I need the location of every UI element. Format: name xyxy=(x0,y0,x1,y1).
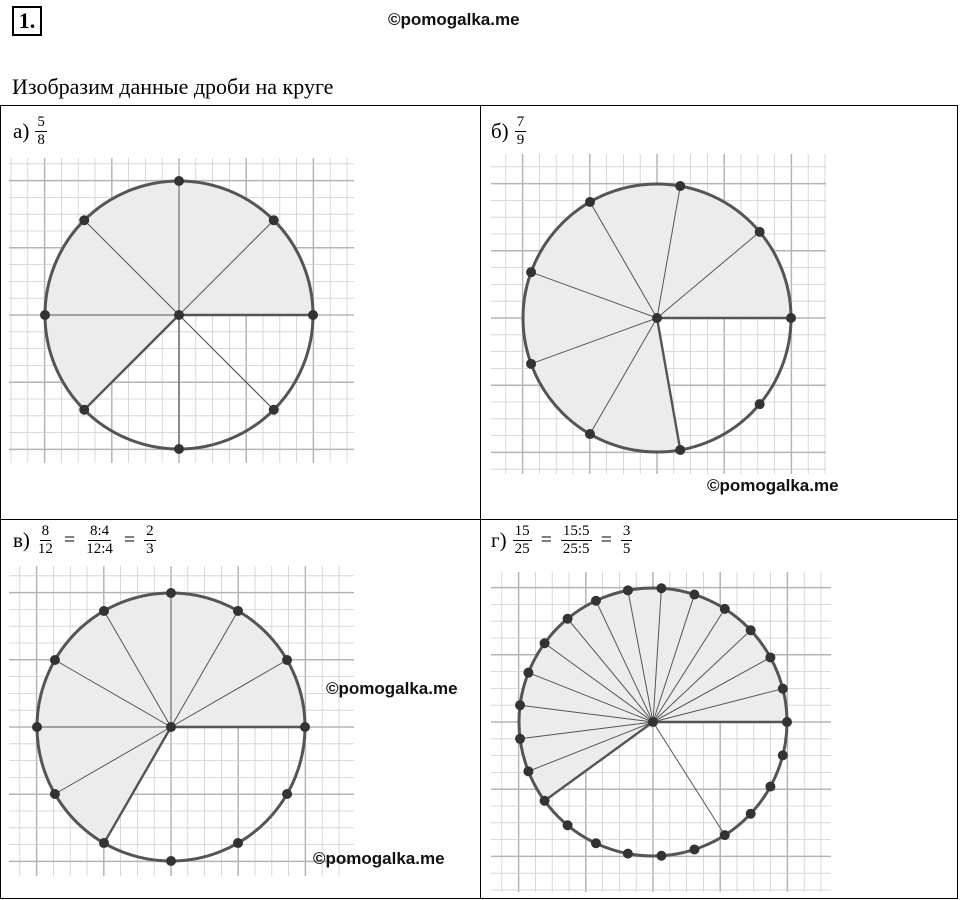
panel-a-division-dot xyxy=(174,176,184,186)
watermark-top: ©pomogalka.me xyxy=(388,10,520,29)
panel-a-letter: а) xyxy=(13,119,30,143)
panel-b-fraction-0: $\frac{7}{9}$ xyxy=(516,114,525,148)
panel-d-division-dot xyxy=(765,652,775,662)
panel-c-division-dot xyxy=(32,722,42,732)
panels-table xyxy=(0,105,958,899)
panel-a-division-dot xyxy=(79,405,89,415)
panel-d-fraction-2: $\frac{3}{5}$ xyxy=(622,523,631,557)
panel-b-letter: б) xyxy=(491,119,509,143)
panel-d-center-dot xyxy=(648,717,658,727)
panel-a-fraction-0: $\frac{5}{8}$ xyxy=(37,114,45,148)
panel-c-center-dot xyxy=(166,722,176,732)
panel-d-division-dot xyxy=(778,750,788,760)
table-horizontal-divider xyxy=(1,519,957,520)
panel-d-division-dot xyxy=(515,700,525,710)
panel-d-division-dot xyxy=(515,734,525,744)
watermark-panel-c-bottom: ©pomogalka.me xyxy=(313,849,445,868)
table-vertical-divider xyxy=(480,106,481,898)
panel-d-label: г) $\frac{15}{25}$ = $\frac{15:5}{25:5}$ = $\frac{3}{5}$ xyxy=(491,523,631,557)
panel-b-division-dot xyxy=(585,197,595,207)
panel-d-division-dot xyxy=(765,782,775,792)
watermark-panel-c-right: ©pomogalka.me xyxy=(326,679,458,698)
panel-c-division-dot xyxy=(282,655,292,665)
panel-d-circle-diagram xyxy=(491,572,831,892)
panel-d-fraction-0: $\frac{15}{25}$ xyxy=(514,523,530,557)
panel-c-division-dot xyxy=(282,789,292,799)
panel-b-division-dot xyxy=(755,227,765,237)
panel-c-division-dot xyxy=(166,588,176,598)
watermark-panel-b: ©pomogalka.me xyxy=(707,476,839,495)
panel-d-division-dot xyxy=(591,838,601,848)
panel-c-division-dot xyxy=(166,856,176,866)
panel-b-center-dot xyxy=(652,313,662,323)
panel-c-letter: в) xyxy=(13,528,30,552)
panel-c-fraction-1: $\frac{8:4}{12:4}$ xyxy=(86,523,113,557)
panel-c-division-dot xyxy=(99,606,109,616)
panel-d-division-dot xyxy=(523,668,533,678)
panel-a-division-dot xyxy=(269,405,279,415)
panel-c-fraction-0: $\frac{8}{12}$ xyxy=(37,523,53,557)
panel-d-division-dot xyxy=(540,796,550,806)
panel-c-division-dot xyxy=(300,722,310,732)
panel-b-division-dot xyxy=(585,429,595,439)
panel-d-division-dot xyxy=(656,851,666,861)
panel-c-label: в) $\frac{8}{12}$ = $\frac{8:4}{12:4}$ = $\frac{2}{3}$ xyxy=(13,523,154,557)
panel-c-division-dot xyxy=(99,838,109,848)
panel-d-division-dot xyxy=(591,596,601,606)
panel-a-circle-diagram xyxy=(9,158,354,463)
panel-d-division-dot xyxy=(623,585,633,595)
panel-c-fraction-2: $\frac{2}{3}$ xyxy=(146,523,154,557)
panel-b-circle-diagram xyxy=(491,154,826,474)
panel-d-division-dot xyxy=(689,844,699,854)
panel-d-division-dot xyxy=(523,766,533,776)
panel-a-division-dot xyxy=(174,444,184,454)
panel-c-division-dot xyxy=(233,838,243,848)
panel-d-division-dot xyxy=(563,820,573,830)
panel-a-center-dot xyxy=(174,310,184,320)
panel-d-division-dot xyxy=(720,830,730,840)
panel-d-division-dot xyxy=(720,604,730,614)
panel-d-division-dot xyxy=(563,614,573,624)
task-number: 1. xyxy=(12,6,42,36)
panel-c-division-dot xyxy=(50,655,60,665)
panel-c-division-dot xyxy=(233,606,243,616)
panel-c-circle-diagram xyxy=(9,566,354,876)
panel-b-division-dot xyxy=(675,445,685,455)
panel-b-division-dot xyxy=(526,267,536,277)
panel-b-division-dot xyxy=(675,181,685,191)
panel-d-division-dot xyxy=(746,809,756,819)
panel-a-division-dot xyxy=(79,215,89,225)
panel-b-division-dot xyxy=(786,313,796,323)
panel-b-division-dot xyxy=(526,359,536,369)
panel-d-division-dot xyxy=(623,849,633,859)
panel-d-division-dot xyxy=(689,590,699,600)
panel-a-division-dot xyxy=(308,310,318,320)
panel-a-radius-line xyxy=(179,315,274,410)
panel-b-division-dot xyxy=(755,399,765,409)
panel-a-division-dot xyxy=(40,310,50,320)
panel-c-division-dot xyxy=(50,789,60,799)
panel-b-label xyxy=(491,114,528,149)
panel-d-letter: г) xyxy=(491,528,507,552)
panel-d-division-dot xyxy=(778,684,788,694)
panel-a-label xyxy=(13,114,49,149)
panel-a-division-dot xyxy=(269,215,279,225)
panel-d-division-dot xyxy=(540,638,550,648)
intro-text: Изобразим данные дроби на круге xyxy=(12,74,334,99)
panel-d-division-dot xyxy=(656,583,666,593)
panel-d-division-dot xyxy=(746,625,756,635)
panel-d-fraction-1: $\frac{15:5}{25:5}$ xyxy=(562,523,590,557)
panel-d-division-dot xyxy=(782,717,792,727)
